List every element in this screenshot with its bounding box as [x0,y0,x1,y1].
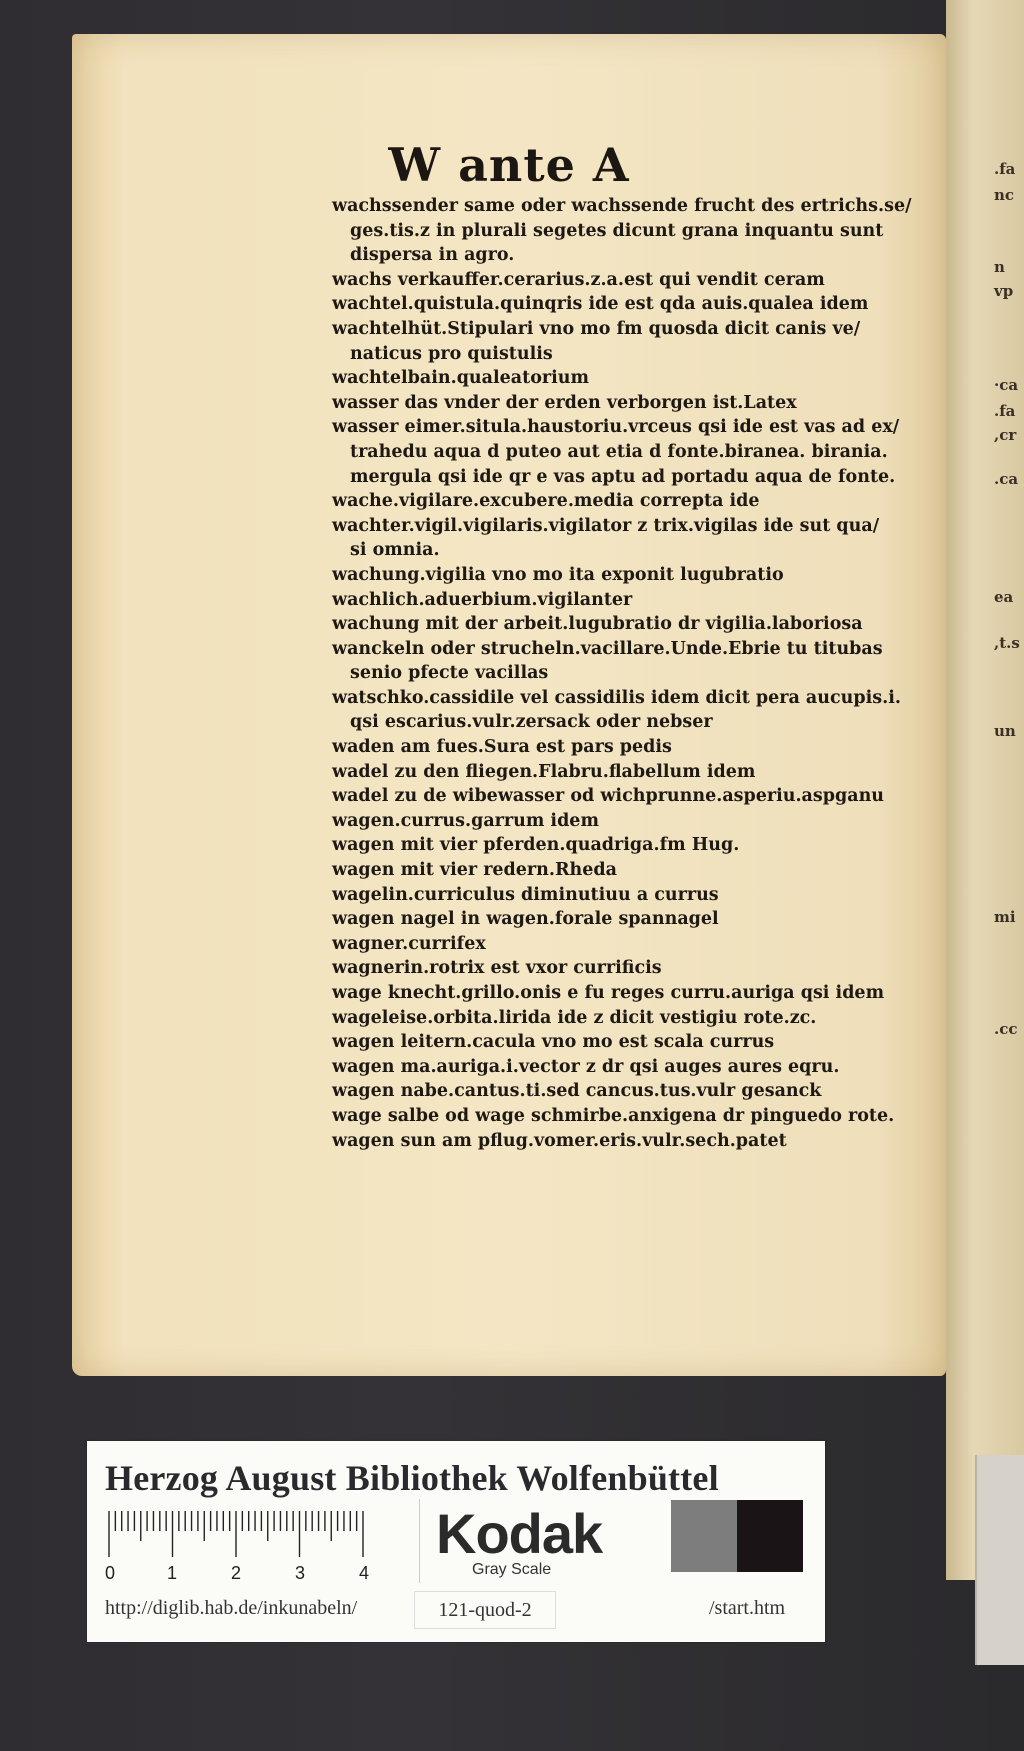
entry-line: wachter.vigil.vigilaris.vigilator z trix.vigilas ide sut qua/ [332,515,880,536]
entry-line: wage knecht.grillo.onis e fu reges curru.auriga qsi idem [332,983,885,1003]
kodak-logo: Kodak [436,1502,603,1565]
ruler-number: 4 [359,1563,370,1583]
library-name: Herzog August Bibliothek Wolfenbüttel [105,1458,719,1498]
entry-line: wachung mit der arbeit.lugubratio dr vigilia.laboriosa [332,614,863,635]
entry-line: wage salbe od wage schmirbe.anxigena dr pinguedo rote. [332,1105,895,1126]
book-page [72,34,946,1376]
entry-line: senio pfecte vacillas [350,663,549,684]
url-left: http://diglib.hab.de/inkunabeln/ [105,1597,358,1619]
entry-line: wachung.vigilia vno mo ita exponit lugubratio [332,564,784,585]
entry-line: trahedu aqua d puteo aut etia d fonte.biranea. birania. [350,441,888,462]
gray-swatch [671,1500,737,1572]
entry-line: wachtelbain.qualeatorium [332,368,589,389]
ruler [105,1507,410,1589]
entry-line: wagnerin.rotrix est vxor currificis [332,958,662,979]
entry-line: wagen mit vier pferden.quadriga.fm Hug. [332,835,740,856]
entry-line: wasser das vnder der erden verborgen ist.Latex [332,392,797,413]
url-id: 121-quod-2 [414,1591,556,1629]
library-color-card [87,1441,825,1642]
entry-line: wagelin.curriculus diminutiuu a currus [332,884,719,905]
page-heading: W ante A [388,138,630,192]
facing-page-fragment: .cc [994,1020,1018,1038]
facing-page-fragment: un [994,722,1016,740]
entry-line: wachtelhüt.Stipulari vno mo fm quosda dicit canis ve/ [332,318,861,339]
entry-line: ges.tis.z in plurali segetes dicunt grana inquantu sunt [350,220,884,241]
entry-line: watschko.cassidile vel cassidilis idem dicit pera aucupis.i. [332,687,901,708]
entry-line: naticus pro quistulis [350,343,553,364]
entry-line: dispersa in agro. [350,245,515,266]
facing-page-fragment: mi [994,908,1016,926]
entry-line: wagen mit vier redern.Rheda [332,860,617,881]
entry-line: wagen nabe.cantus.ti.sed cancus.tus.vulr gesanck [332,1081,822,1102]
entry-line: wachlich.aduerbium.vigilanter [332,589,633,610]
entry-line: wagen ma.auriga.i.vector z dr qsi auges aures eqru. [332,1056,840,1077]
facing-page-fragment: vp [994,282,1014,300]
entry-line: qsi escarius.vulr.zersack oder nebser [350,712,713,733]
black-swatch [737,1500,803,1572]
ruler-number: 2 [231,1563,242,1583]
entry-line: mergula qsi ide qr e vas aptu ad portadu aqua de fonte. [350,466,896,487]
facing-card-edge [975,1455,1024,1665]
facing-page-fragment: ,cr [994,426,1017,444]
entry-line: si omnia. [350,540,440,561]
kodak-logo-box [419,1499,606,1583]
url-right: /start.htm [709,1597,786,1619]
facing-page-fragment: .ca [994,470,1019,488]
entry-line: wachtel.quistula.quinqris ide est qda auis.qualea idem [332,294,869,315]
entry-line: wageleise.orbita.lirida ide z dicit vestigiu rote.zc. [332,1007,817,1028]
entry-line: wadel zu den fliegen.Flabru.flabellum idem [332,761,756,782]
entry-line: wasser eimer.situla.haustoriu.vrceus qsi ide est vas ad ex/ [332,417,900,438]
facing-page-fragment: .fa [994,160,1016,178]
facing-page-fragment: ·ca [994,376,1019,394]
ruler-number: 3 [295,1563,306,1583]
entry-line: wachs verkauffer.cerarius.z.a.est qui vendit ceram [332,269,825,290]
grayscale-label: Gray Scale [472,1561,552,1578]
facing-page-fragment: ea [994,588,1014,606]
entry-line: wagen leitern.cacula vno mo est scala currus [332,1032,775,1053]
facing-page-fragment: ,t.s [994,634,1020,652]
ruler-number: 0 [105,1563,116,1583]
entry-line: wadel zu de wibewasser od wichprunne.asperiu.aspganu [332,786,885,807]
ruler-number: 1 [167,1563,178,1583]
entry-line: wagner.currifex [332,933,486,954]
facing-page-fragment: .fa [994,402,1016,420]
entry-line: wachssender same oder wachssende frucht des ertrichs.se/ [332,196,912,216]
entry-line: wagen.currus.garrum idem [332,810,599,831]
facing-page-fragment: nc [994,186,1015,204]
entry-line: waden am fues.Sura est pars pedis [332,737,672,758]
entry-line: wagen sun am pflug.vomer.eris.vulr.sech.patet [332,1130,787,1151]
dictionary-entries [332,194,972,1153]
entry-line: wagen nagel in wagen.forale spannagel [332,909,719,930]
facing-page-fragment: n [994,258,1005,276]
entry-line: wache.vigilare.excubere.media correpta ide [332,491,760,512]
entry-line: wanckeln oder strucheln.vacillare.Unde.Ebrie tu titubas [332,638,883,659]
